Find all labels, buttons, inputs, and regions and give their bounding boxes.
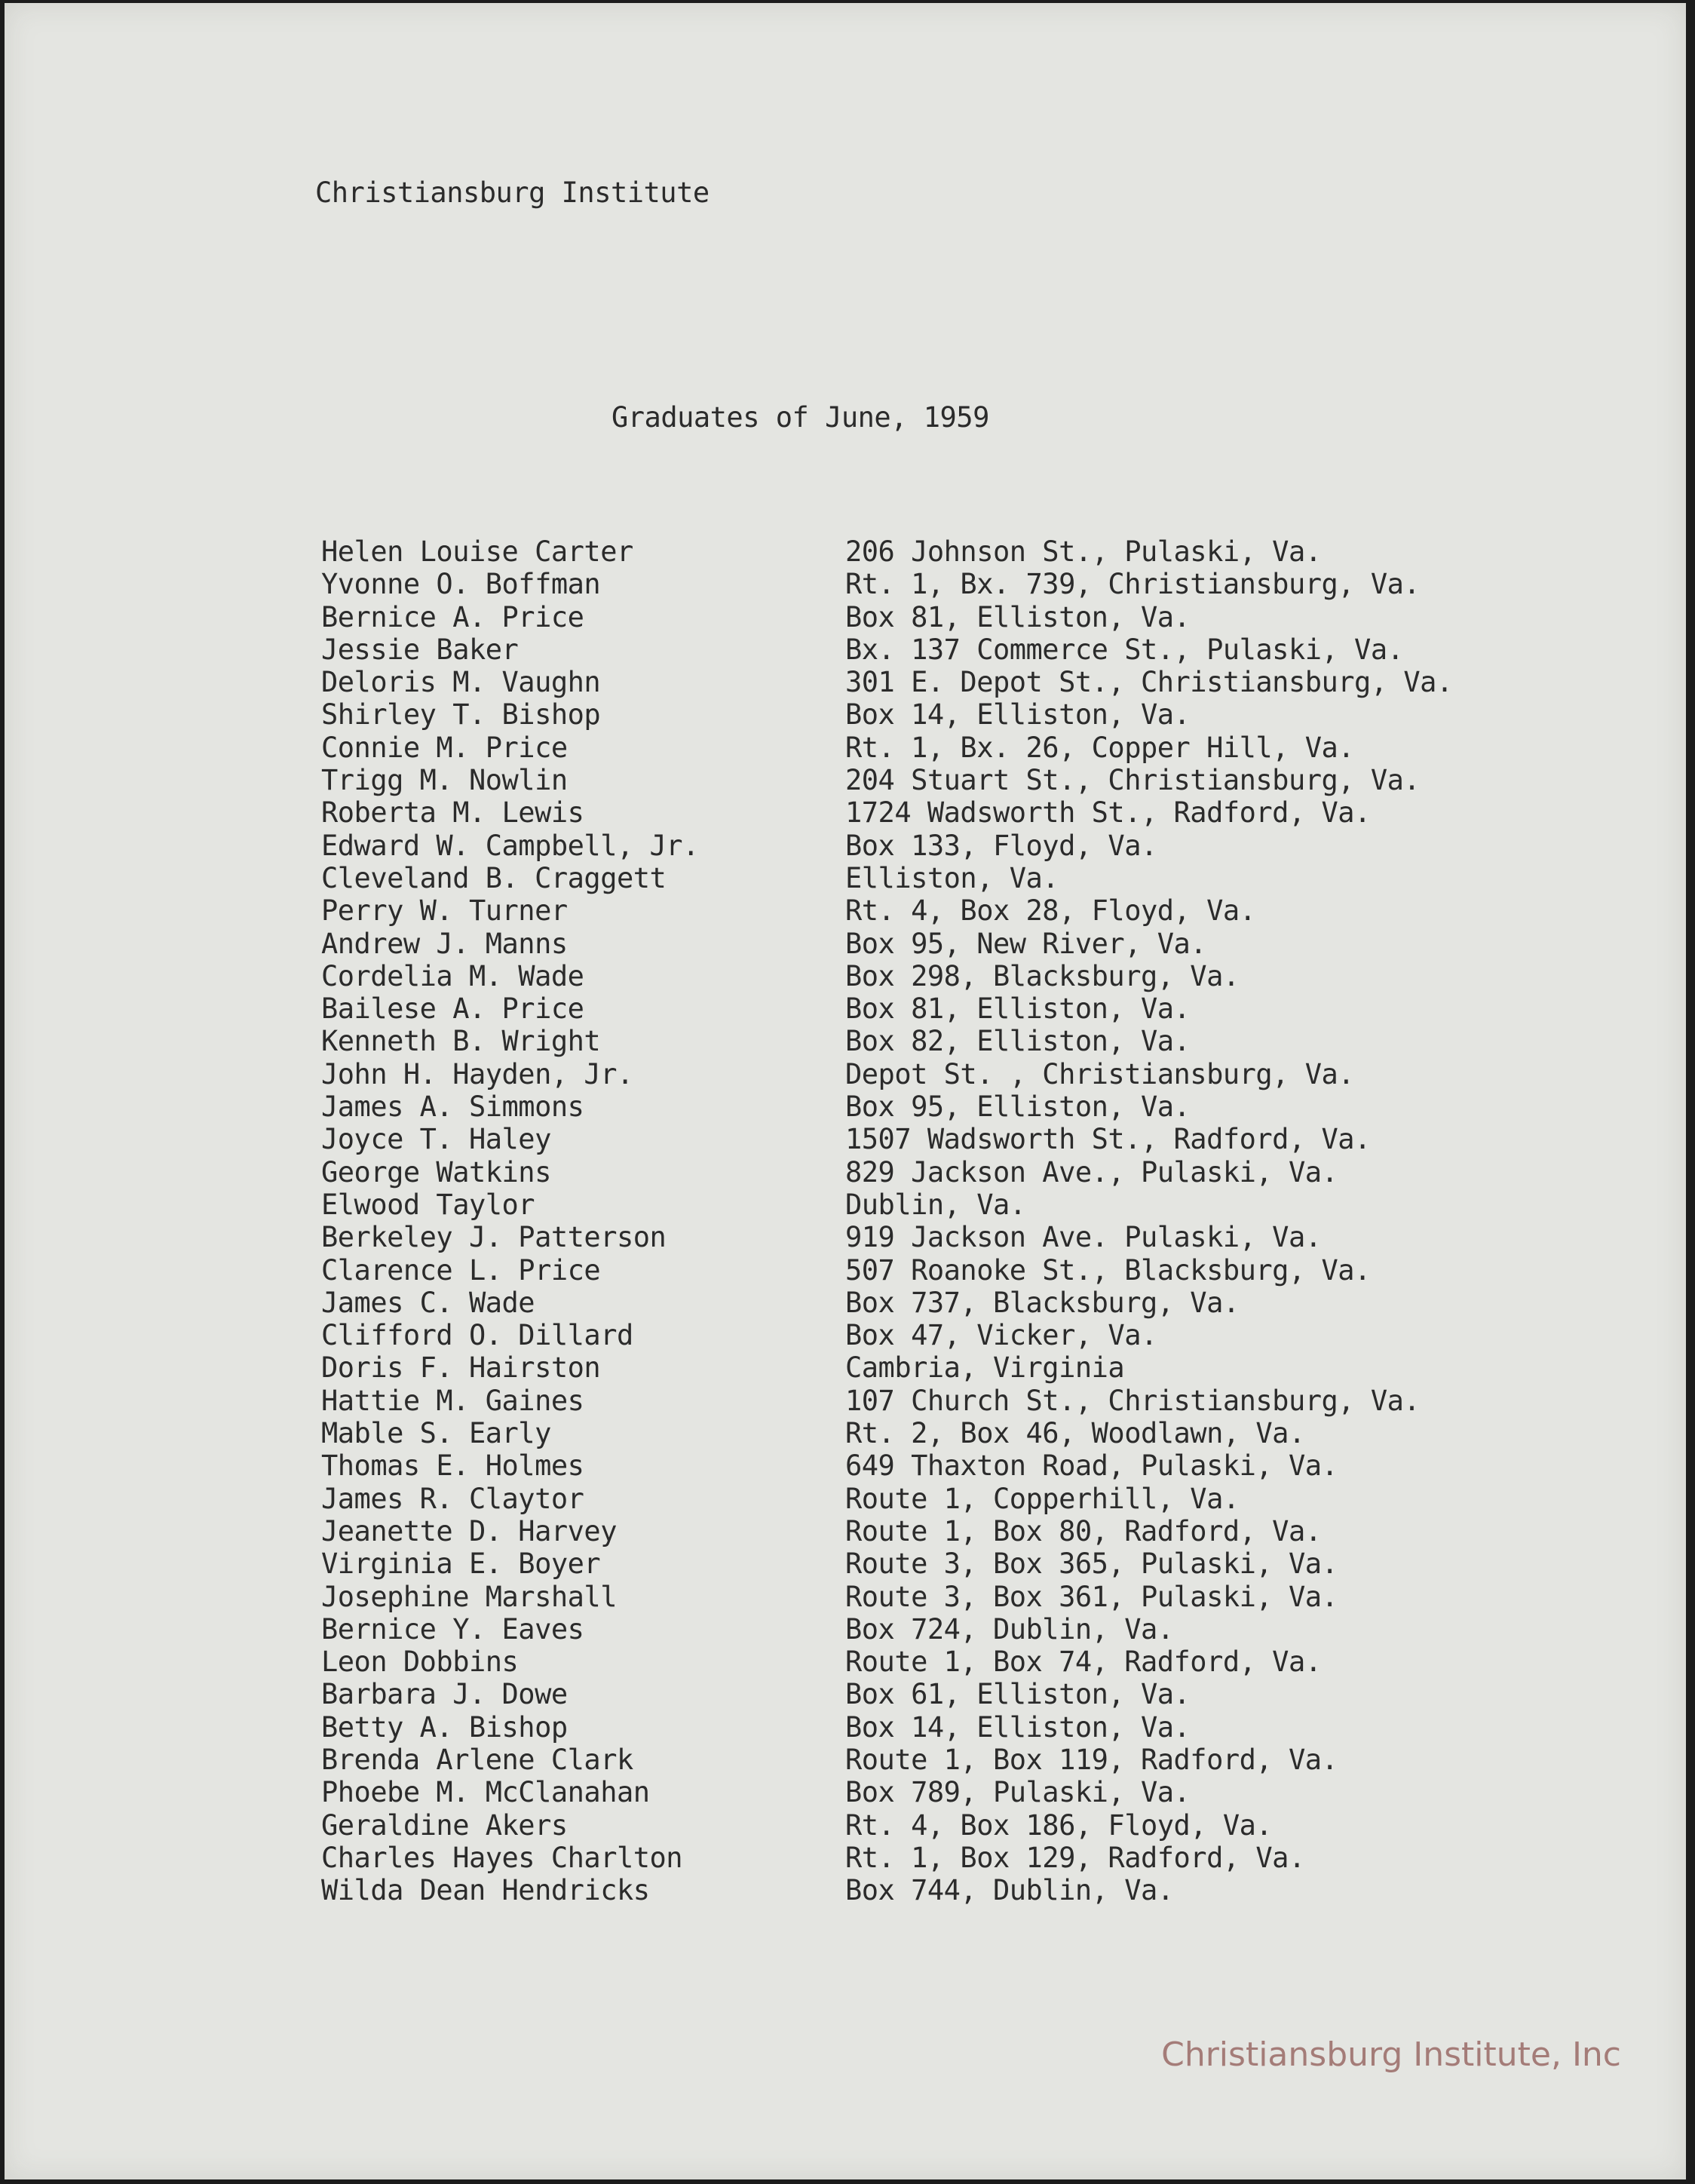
graduate-address: 301 E. Depot St., Christiansburg, Va. — [845, 666, 1453, 699]
graduate-name: Barbara J. Dowe — [321, 1678, 568, 1711]
graduate-name: Bailese A. Price — [321, 992, 584, 1026]
graduate-name: Jeanette D. Harvey — [321, 1514, 617, 1548]
graduate-row — [321, 960, 1528, 992]
graduate-row — [321, 732, 1528, 764]
graduate-row — [321, 796, 1528, 829]
graduate-name: Andrew J. Manns — [321, 927, 568, 960]
graduate-address: Box 95, New River, Va. — [845, 927, 1207, 960]
graduate-address: Elliston, Va. — [845, 861, 1059, 894]
graduate-address: 206 Johnson St., Pulaski, Va. — [845, 535, 1322, 568]
graduate-row — [321, 1776, 1528, 1808]
graduate-row — [321, 1581, 1528, 1613]
graduate-address: Box 81, Elliston, Va. — [845, 992, 1191, 1026]
graduate-name: Bernice A. Price — [321, 600, 584, 633]
graduate-name: James R. Claytor — [321, 1482, 584, 1515]
graduate-name: Mable S. Early — [321, 1417, 551, 1450]
graduate-name: Cordelia M. Wade — [321, 959, 584, 992]
graduate-name: Clarence L. Price — [321, 1253, 601, 1287]
graduate-address: 204 Stuart St., Christiansburg, Va. — [845, 764, 1421, 797]
graduate-row — [321, 1874, 1528, 1906]
graduate-row — [321, 1744, 1528, 1776]
graduate-name: Perry W. Turner — [321, 894, 568, 928]
graduate-row — [321, 894, 1528, 927]
graduate-address: Box 82, Elliston, Va. — [845, 1025, 1191, 1058]
graduate-name: Deloris M. Vaughn — [321, 666, 601, 699]
graduate-address: Rt. 1, Bx. 26, Copper Hill, Va. — [845, 731, 1355, 764]
graduate-row — [321, 992, 1528, 1025]
graduate-name: James A. Simmons — [321, 1090, 584, 1124]
graduate-address: Rt. 2, Box 46, Woodlawn, Va. — [845, 1417, 1305, 1450]
graduate-row — [321, 698, 1528, 731]
graduate-address: Box 14, Elliston, Va. — [845, 1710, 1191, 1744]
graduate-row — [321, 1613, 1528, 1646]
graduate-name: Joyce T. Haley — [321, 1123, 551, 1156]
graduate-address: Box 744, Dublin, Va. — [845, 1874, 1174, 1907]
graduate-name: Jessie Baker — [321, 633, 519, 666]
graduate-address: Depot St. , Christiansburg, Va. — [845, 1057, 1355, 1090]
graduate-name: George Watkins — [321, 1155, 551, 1189]
graduate-row — [321, 1287, 1528, 1319]
graduate-row — [321, 1842, 1528, 1874]
graduate-row — [321, 633, 1528, 666]
graduate-row — [321, 1417, 1528, 1449]
graduate-row — [321, 601, 1528, 633]
graduate-name: Trigg M. Nowlin — [321, 764, 568, 797]
graduate-name: Brenda Arlene Clark — [321, 1743, 633, 1776]
graduate-row — [321, 830, 1528, 862]
graduate-row — [321, 1058, 1528, 1090]
graduate-name: Josephine Marshall — [321, 1580, 617, 1613]
graduate-address: Box 81, Elliston, Va. — [845, 600, 1191, 633]
graduate-address: Box 724, Dublin, Va. — [845, 1612, 1174, 1646]
graduate-address: 1507 Wadsworth St., Radford, Va. — [845, 1123, 1371, 1156]
graduate-row — [321, 1025, 1528, 1057]
graduate-name: Wilda Dean Hendricks — [321, 1874, 650, 1907]
graduate-address: 649 Thaxton Road, Pulaski, Va. — [845, 1449, 1338, 1483]
graduate-address: Rt. 4, Box 186, Floyd, Va. — [845, 1808, 1273, 1842]
graduate-address: Rt. 4, Box 28, Floyd, Va. — [845, 894, 1256, 928]
graduate-row — [321, 1809, 1528, 1842]
document-heading: Graduates of June, 1959 — [611, 401, 989, 434]
graduate-address: Rt. 1, Bx. 739, Christiansburg, Va. — [845, 568, 1421, 601]
graduate-name: Bernice Y. Eaves — [321, 1612, 584, 1646]
graduate-address: Box 789, Pulaski, Va. — [845, 1776, 1191, 1809]
graduate-row — [321, 1189, 1528, 1221]
graduate-address: 507 Roanoke St., Blacksburg, Va. — [845, 1253, 1371, 1287]
graduate-name: James C. Wade — [321, 1286, 535, 1319]
graduate-row — [321, 535, 1528, 568]
graduate-address: Box 298, Blacksburg, Va. — [845, 959, 1240, 992]
graduate-address: Route 1, Box 80, Radford, Va. — [845, 1514, 1322, 1548]
graduate-name: Phoebe M. McClanahan — [321, 1776, 650, 1809]
graduate-name: Cleveland B. Craggett — [321, 861, 667, 894]
graduate-name: Hattie M. Gaines — [321, 1384, 584, 1417]
graduate-name: Virginia E. Boyer — [321, 1548, 601, 1581]
graduate-row — [321, 1711, 1528, 1744]
graduate-name: Clifford O. Dillard — [321, 1319, 633, 1352]
graduate-row — [321, 862, 1528, 894]
graduate-row — [321, 1351, 1528, 1384]
graduate-row — [321, 1123, 1528, 1155]
graduate-name: Roberta M. Lewis — [321, 796, 584, 830]
graduate-address: 919 Jackson Ave. Pulaski, Va. — [845, 1221, 1322, 1254]
graduate-row — [321, 568, 1528, 600]
graduate-address: Box 14, Elliston, Va. — [845, 698, 1191, 732]
document-page — [5, 3, 1686, 2179]
graduate-address: 1724 Wadsworth St., Radford, Va. — [845, 796, 1371, 830]
graduate-address: Box 47, Vicker, Va. — [845, 1319, 1157, 1352]
graduate-address: Cambria, Virginia — [845, 1351, 1125, 1385]
graduate-name: Leon Dobbins — [321, 1646, 519, 1679]
graduate-name: Helen Louise Carter — [321, 535, 633, 568]
graduate-name: Geraldine Akers — [321, 1808, 568, 1842]
graduate-address: Box 737, Blacksburg, Va. — [845, 1286, 1240, 1319]
graduate-address: Bx. 137 Commerce St., Pulaski, Va. — [845, 633, 1404, 666]
graduate-address: Route 1, Box 74, Radford, Va. — [845, 1646, 1322, 1679]
graduate-name: Kenneth B. Wright — [321, 1025, 601, 1058]
graduates-list — [321, 535, 1528, 1906]
graduate-row — [321, 928, 1528, 960]
graduate-address: Box 95, Elliston, Va. — [845, 1090, 1191, 1124]
graduate-row — [321, 1449, 1528, 1482]
graduate-row — [321, 1646, 1528, 1678]
graduate-name: Yvonne O. Boffman — [321, 568, 601, 601]
institution-name: Christiansburg Institute — [315, 176, 710, 209]
graduate-row — [321, 1319, 1528, 1351]
graduate-row — [321, 1254, 1528, 1287]
graduate-name: Doris F. Hairston — [321, 1351, 601, 1385]
graduate-name: Connie M. Price — [321, 731, 568, 764]
graduate-address: Rt. 1, Box 129, Radford, Va. — [845, 1841, 1305, 1874]
graduate-address: 829 Jackson Ave., Pulaski, Va. — [845, 1155, 1338, 1189]
graduate-address: Route 1, Copperhill, Va. — [845, 1482, 1240, 1515]
graduate-row — [321, 1156, 1528, 1189]
watermark: Christiansburg Institute, Inc — [1161, 2035, 1621, 2074]
graduate-name: John H. Hayden, Jr. — [321, 1057, 633, 1090]
graduate-row — [321, 1221, 1528, 1253]
graduate-address: Route 3, Box 361, Pulaski, Va. — [845, 1580, 1338, 1613]
graduate-name: Charles Hayes Charlton — [321, 1841, 683, 1874]
graduate-address: Dublin, Va. — [845, 1188, 1026, 1221]
graduate-row — [321, 1678, 1528, 1710]
graduate-row — [321, 666, 1528, 698]
graduate-name: Elwood Taylor — [321, 1188, 535, 1221]
graduate-address: Box 61, Elliston, Va. — [845, 1678, 1191, 1711]
graduate-row — [321, 1385, 1528, 1417]
graduate-address: Box 133, Floyd, Va. — [845, 829, 1157, 862]
graduate-name: Edward W. Campbell, Jr. — [321, 829, 699, 862]
graduate-address: 107 Church St., Christiansburg, Va. — [845, 1384, 1421, 1417]
graduate-row — [321, 1483, 1528, 1515]
graduate-row — [321, 1548, 1528, 1580]
graduate-name: Berkeley J. Patterson — [321, 1221, 667, 1254]
graduate-address: Route 1, Box 119, Radford, Va. — [845, 1743, 1338, 1776]
graduate-name: Thomas E. Holmes — [321, 1449, 584, 1483]
graduate-name: Shirley T. Bishop — [321, 698, 601, 732]
graduate-address: Route 3, Box 365, Pulaski, Va. — [845, 1548, 1338, 1581]
graduate-name: Betty A. Bishop — [321, 1710, 568, 1744]
graduate-row — [321, 764, 1528, 796]
graduate-row — [321, 1090, 1528, 1123]
graduate-row — [321, 1515, 1528, 1548]
